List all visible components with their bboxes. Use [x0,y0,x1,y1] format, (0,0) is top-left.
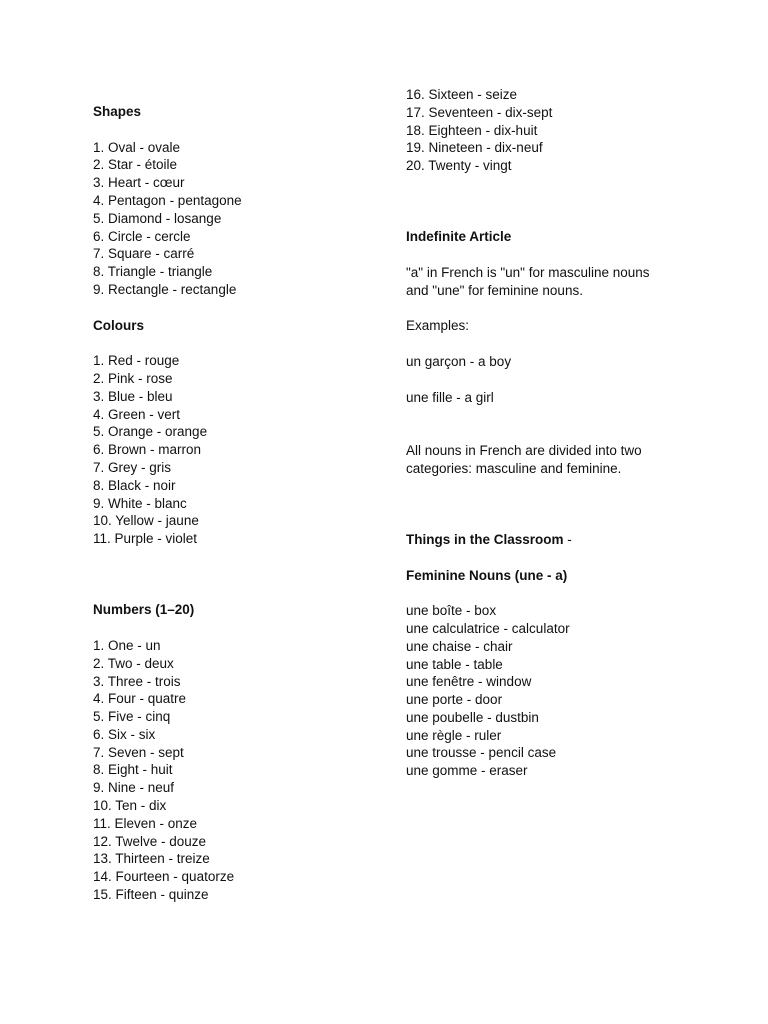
list-item: 17. Seventeen - dix-sept [406,104,553,120]
list-item: une porte - door [406,692,503,708]
list-item: 3. Heart - cœur [93,175,185,191]
list-item: 13. Thirteen - treize [93,851,210,867]
list-item: 14. Fourteen - quatorze [93,869,235,885]
article-explanation-line2: and "une" for feminine nouns. [406,282,583,298]
article-explanation-line1: "a" in French is "un" for masculine nouns [406,264,650,280]
list-item: 4. Pentagon - pentagone [93,192,242,208]
classroom-heading-suffix: - [563,531,572,547]
list-item: 9. White - blanc [93,495,187,511]
feminine-nouns-subheading: Feminine Nouns (une - a) [406,567,568,583]
examples-label: Examples: [406,318,470,334]
list-item: 6. Brown - marron [93,442,202,458]
numbers-list [93,637,393,904]
list-item: 8. Triangle - triangle [93,264,213,280]
list-item: 2. Two - deux [93,655,174,671]
list-item: 1. Oval - ovale [93,139,181,155]
gender-note-line2: categories: masculine and feminine. [406,460,622,476]
classroom-list [406,602,696,780]
list-item: une règle - ruler [406,727,502,743]
list-item: 1. Red - rouge [93,353,180,369]
list-item: 11. Eleven - onze [93,815,198,831]
list-item: 11. Purple - violet [93,531,198,547]
numbers-heading: Numbers (1–20) [93,602,195,618]
list-item: 7. Square - carré [93,246,195,262]
classroom-heading-row [406,531,696,549]
gender-note-line1: All nouns in French are divided into two [406,442,642,458]
list-item: 4. Four - quatre [93,691,187,707]
list-item: une poubelle - dustbin [406,709,539,725]
list-item: une table - table [406,656,503,672]
list-item: 8. Black - noir [93,477,176,493]
list-item: une gomme - eraser [406,763,528,779]
list-item: 10. Ten - dix [93,798,167,814]
list-item: 12. Twelve - douze [93,833,207,849]
example-masculine: un garçon - a boy [406,353,512,369]
list-item: 7. Seven - sept [93,744,184,760]
shapes-heading: Shapes [93,104,142,119]
classroom-heading: Things in the Classroom [406,531,564,547]
list-item: 5. Orange - orange [93,424,208,440]
list-item: 1. One - un [93,637,161,653]
list-item: 9. Nine - neuf [93,780,175,796]
list-item: 3. Blue - bleu [93,388,173,404]
list-item: 2. Pink - rose [93,370,173,386]
list-item: 4. Green - vert [93,406,181,422]
shapes-list [93,139,393,299]
list-item: une chaise - chair [406,638,513,654]
colours-list [93,352,393,548]
left-column [93,103,393,904]
list-item: 8. Eight - huit [93,762,173,778]
list-item: une fenêtre - window [406,674,532,690]
list-item: 20. Twenty - vingt [406,158,512,174]
colours-heading: Colours [93,317,145,333]
list-item: 18. Eighteen - dix-huit [406,122,538,138]
list-item: une calculatrice - calculator [406,620,570,636]
list-item: 5. Five - cinq [93,709,171,725]
indefinite-article-heading: Indefinite Article [406,229,512,245]
list-item: 2. Star - étoile [93,157,178,173]
list-item: une trousse - pencil case [406,745,557,761]
list-item: 5. Diamond - losange [93,210,222,226]
numbers-list-continued [406,86,696,175]
list-item: 10. Yellow - jaune [93,513,199,529]
example-feminine: une fille - a girl [406,389,494,405]
list-item: 16. Sixteen - seize [406,87,518,102]
list-item: une boîte - box [406,603,497,619]
list-item: 6. Circle - cercle [93,228,191,244]
right-column [406,86,696,780]
list-item: 7. Grey - gris [93,459,172,475]
list-item: 19. Nineteen - dix-neuf [406,140,543,156]
list-item: 6. Six - six [93,726,156,742]
list-item: 15. Fifteen - quinze [93,887,209,903]
list-item: 3. Three - trois [93,673,181,689]
list-item: 9. Rectangle - rectangle [93,281,237,297]
